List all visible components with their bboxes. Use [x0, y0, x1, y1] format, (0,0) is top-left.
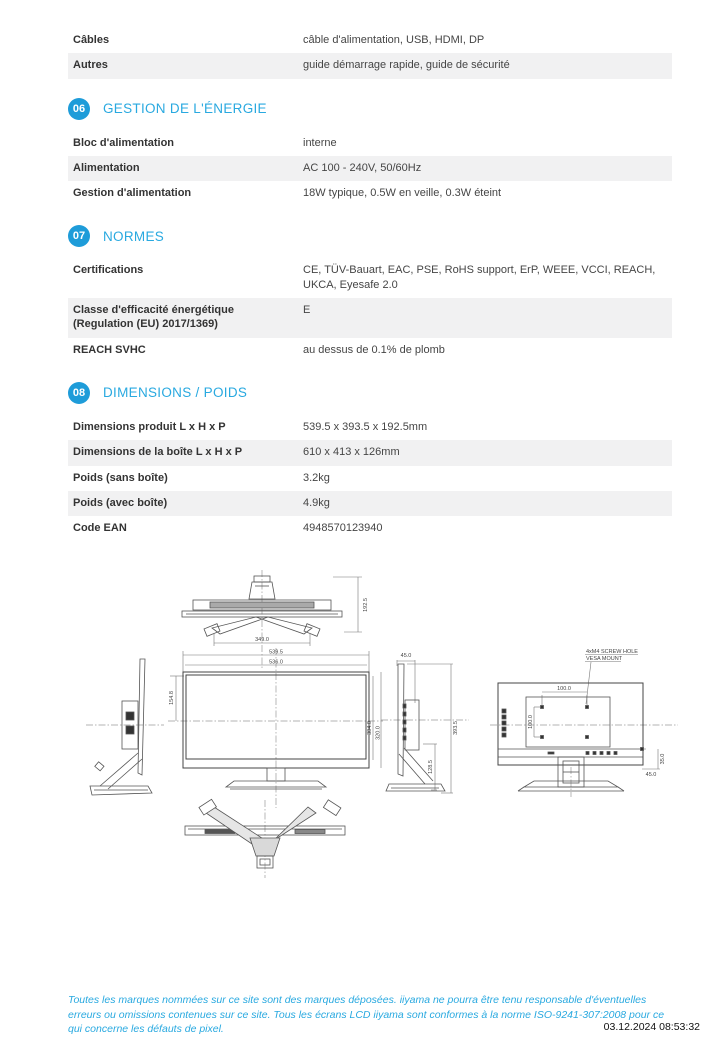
spec-value: câble d'alimentation, USB, HDMI, DP [303, 34, 485, 46]
dim-label: 192.5 [363, 598, 369, 612]
spec-value: 610 x 413 x 126mm [303, 446, 400, 459]
spec-value: 3.2kg [303, 471, 330, 484]
section-title: GESTION DE L'ÉNERGIE [103, 101, 267, 117]
table-row [68, 131, 672, 156]
section-title: DIMENSIONS / POIDS [103, 385, 248, 401]
technical-drawings [0, 560, 728, 890]
table-row [68, 53, 672, 78]
table-row [68, 28, 672, 53]
vesa-note-line2: VESA MOUNT [586, 656, 623, 662]
table-row [68, 491, 672, 516]
section-header-energie [68, 98, 672, 120]
spec-label: Autres [73, 59, 108, 72]
spec-value: 4.9kg [303, 496, 330, 509]
spec-label: Classe d'efficacité énergétique (Regulation (EU) 2017/1369) [73, 304, 234, 331]
spec-value: CE, TÜV-Bauart, EAC, PSE, RoHS support, ErP, WEEE, VCCI, REACH, UKCA, Eyesafe 2.0 [303, 264, 656, 291]
dim-label: 349.0 [255, 637, 269, 643]
spec-label: REACH SVHC [73, 343, 146, 356]
spec-label: Bloc d'alimentation [73, 136, 175, 149]
section-number-badge: 06 [68, 98, 90, 120]
spec-value: AC 100 - 240V, 50/60Hz [303, 161, 422, 174]
table-row [68, 440, 672, 465]
table-row [68, 338, 672, 363]
table-row [68, 516, 672, 541]
vesa-note-line1: 4xM4 SCREW HOLE [586, 649, 638, 655]
right-side-view-drawing [381, 648, 469, 808]
spec-value: 4948570123940 [303, 522, 383, 535]
dim-label: 393.5 [453, 721, 459, 735]
section-header-dimensions [68, 382, 672, 404]
spec-label: Dimensions produit L x H x P [73, 420, 226, 433]
table-row [68, 181, 672, 206]
section-title: NORMES [103, 228, 165, 244]
spec-label: Alimentation [73, 161, 140, 174]
front-view-drawing [168, 648, 383, 808]
spec-label: Gestion d'alimentation [73, 187, 192, 200]
spec-value: 539.5 x 393.5 x 192.5mm [303, 420, 428, 433]
bottom-view-drawing [180, 800, 360, 878]
spec-label: Poids (avec boîte) [73, 496, 168, 509]
table-row [68, 415, 672, 440]
spec-value: guide démarrage rapide, guide de sécurité [303, 59, 510, 72]
dim-label: 35.0 [660, 753, 666, 765]
section-number-badge: 07 [68, 225, 90, 247]
dim-label: 154.8 [169, 691, 175, 705]
dim-label: 128.5 [428, 760, 434, 774]
spec-value: E [303, 304, 311, 317]
spec-label: Poids (sans boîte) [73, 471, 168, 484]
spec-table-normes [68, 258, 672, 362]
spec-label: Code EAN [73, 522, 127, 535]
spec-table-energie [68, 131, 672, 207]
spec-value: 18W typique, 0.5W en veille, 0.3W éteint [303, 187, 502, 200]
spec-table-contents [68, 28, 672, 79]
spec-content [68, 28, 672, 541]
table-row [68, 298, 672, 338]
footer-timestamp: 03.12.2024 08:53:32 [603, 1021, 700, 1033]
table-row [68, 156, 672, 181]
table-row [68, 466, 672, 491]
dim-label: 100.0 [557, 686, 571, 692]
section-number-badge: 08 [68, 382, 90, 404]
left-side-view-drawing [86, 655, 164, 803]
dim-label: 320.0 [375, 726, 382, 740]
back-view-drawing [490, 645, 678, 800]
dim-label: 45.0 [645, 772, 657, 778]
table-row [68, 258, 672, 298]
dim-label: 539.5 [269, 649, 283, 656]
spec-value: interne [303, 136, 337, 149]
spec-value: au dessus de 0.1% de plomb [303, 343, 445, 356]
footer-disclaimer: Toutes les marques nommées sur ce site sont des marques déposées. iiyama ne pourra être tenu responsable d'éventuelles erreurs ou omissions contenues sur ce site. Tous les écrans LCD iiyama sont conformes à la norme ISO-9241-307:2008 pour ce qui concerne les défauts de pixel. [68, 994, 665, 1036]
section-header-normes [68, 225, 672, 247]
spec-label: Certifications [73, 264, 144, 277]
spec-label: Dimensions de la boîte L x H x P [73, 446, 243, 459]
dim-label: 100.0 [528, 715, 534, 729]
spec-table-dimensions [68, 415, 672, 541]
dim-label: 304.0 [367, 721, 373, 735]
dim-label: 45.0 [400, 653, 412, 659]
dim-label: 536.0 [269, 659, 283, 666]
spec-label: Câbles [73, 34, 110, 46]
